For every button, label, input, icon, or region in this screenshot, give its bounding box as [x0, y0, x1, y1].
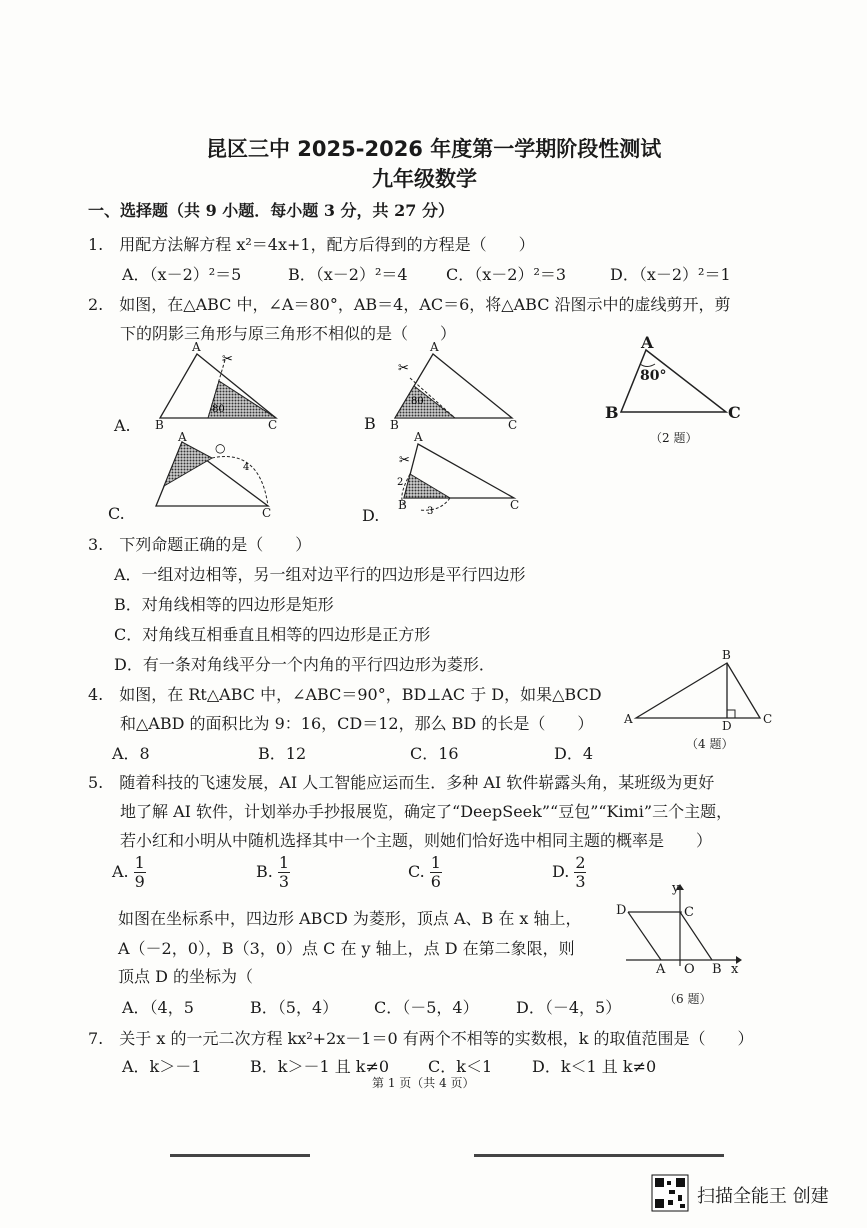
q2-ref-vertex-a: A	[641, 333, 654, 352]
page-number: 第 1 页（共 4 页）	[372, 1076, 475, 1090]
q7-option-d: D．k＜1 且 k≠0	[532, 1057, 657, 1076]
q4-option-a: A．8	[112, 744, 150, 763]
q4-caption: （4 题）	[686, 737, 734, 751]
svg-text:3: 3	[427, 506, 434, 517]
q4-vertex-d: D	[722, 719, 732, 733]
q6-vertex-d: D	[616, 903, 627, 918]
q6-origin: O	[684, 962, 695, 977]
section-heading: 一、选择题（共 9 小题．每小题 3 分，共 27 分）	[88, 201, 454, 220]
q6-option-d: D．（－4，5）	[516, 998, 622, 1017]
q4-vertex-b: B	[722, 648, 731, 662]
q2-option-d-label: D.	[362, 506, 380, 525]
svg-text:✂: ✂	[222, 352, 233, 367]
q4-vertex-a: A	[624, 712, 633, 726]
q2-option-a-label: A.	[114, 416, 131, 435]
q5-option-b: B. $\frac{1}{3}$	[256, 853, 290, 891]
q3-option-c: C．对角线互相垂直且相等的四边形是正方形	[114, 625, 431, 644]
q4-stem-line1: 4. 如图，在 Rt△ABC 中，∠ABC＝90°，BD⊥AC 于 D，如果△BCD	[88, 685, 602, 704]
q4-option-c: C．16	[410, 744, 459, 763]
svg-text:80: 80	[411, 396, 424, 407]
q3-stem: 3. 下列命题正确的是（ ）	[88, 535, 312, 554]
q7-option-c: C．k＜1	[428, 1057, 493, 1076]
q5-stem-line3: 若小红和小明从中随机选择其中一个主题，则她们恰好选中相同主题的概率是 ）	[120, 831, 713, 850]
q2a-vertex-a: A	[192, 340, 201, 354]
q6-stem-line2: A（－2，0），B（3，0）点 C 在 y 轴上，点 D 在第二象限，则	[118, 939, 575, 958]
q2-option-c-label: C.	[108, 504, 125, 523]
q2-ref-vertex-b: B	[605, 403, 619, 422]
q2-caption: （2 题）	[650, 431, 698, 445]
q5-option-a: A. $\frac{1}{9}$	[112, 853, 145, 891]
svg-text:✂: ✂	[399, 453, 410, 468]
footer-divider-left	[170, 1154, 310, 1157]
q2-stem-line2: 下的阴影三角形与原三角形不相似的是（ ）	[120, 324, 457, 343]
q1-stem: 1. 用配方法解方程 x²＝4x+1，配方后得到的方程是（ ）	[88, 235, 535, 254]
svg-text:2: 2	[397, 477, 404, 488]
footer-divider-right	[474, 1154, 724, 1157]
svg-text:○: ○	[215, 441, 226, 455]
q7-option-b: B．k＞－1 且 k≠0	[250, 1057, 390, 1076]
q5-stem-line1: 5. 随着科技的飞速发展，AI 人工智能应运而生．多种 AI 软件崭露头角，某班级为更好	[88, 773, 715, 792]
q6-caption: （6 题）	[664, 992, 712, 1006]
q6-vertex-b: B	[712, 962, 722, 977]
q6-axis-y: y	[672, 881, 680, 896]
q4-stem-line2: 和△ABD 的面积比为 9：16，CD＝12，那么 BD 的长是（ ）	[120, 714, 594, 733]
q5-option-c: C. $\frac{1}{6}$	[408, 853, 441, 891]
q1-option-a: A．（x－2）²＝5	[122, 265, 242, 284]
q2a-vertex-c: C	[268, 418, 278, 432]
q2-ref-vertex-c: C	[728, 403, 741, 422]
watermark-text: 扫描全能王 创建	[697, 1186, 829, 1207]
q1-option-b: B．（x－2）²＝4	[288, 265, 408, 284]
q4-option-d: D．4	[554, 744, 594, 763]
q4-vertex-c: C	[763, 712, 773, 726]
q3-option-b: B．对角线相等的四边形是矩形	[114, 595, 334, 614]
q6-stem-line3: 顶点 D 的坐标为（	[118, 967, 254, 986]
svg-text:✂: ✂	[398, 361, 409, 376]
q2-option-b-label: B	[364, 414, 376, 433]
q5-stem-line2: 地了解 AI 软件，计划举办手抄报展览，确定了“DeepSeek”“豆包”“Kimi”三个主题，	[120, 802, 733, 821]
q6-stem-line1: 如图在坐标系中，四边形 ABCD 为菱形，顶点 A、B 在 x 轴上，	[118, 909, 582, 928]
exam-title: 昆区三中 2025-2026 年度第一学期阶段性测试	[206, 137, 662, 161]
q1-option-d: D．（x－2）²＝1	[610, 265, 731, 284]
q2d-vertex-b: B	[398, 498, 407, 512]
q2d-vertex-c: C	[510, 498, 520, 512]
q6-vertex-c: C	[684, 905, 694, 920]
q5-option-d: D. $\frac{2}{3}$	[552, 853, 586, 891]
svg-text:4: 4	[243, 462, 250, 473]
q1-option-c: C．（x－2）²＝3	[446, 265, 567, 284]
q6-axis-x: x	[731, 962, 739, 977]
q6-option-c: C．（－5，4）	[374, 998, 479, 1017]
q2d-vertex-a: A	[414, 430, 423, 444]
q2b-vertex-c: C	[508, 418, 518, 432]
q2-stem-line1: 2. 如图，在△ABC 中，∠A＝80°，AB＝4，AC＝6，将△ABC 沿图示中的虚线剪开，剪	[88, 295, 731, 314]
q2c-vertex-a: A	[178, 430, 187, 444]
q7-stem: 7. 关于 x 的一元二次方程 kx²+2x－1＝0 有两个不相等的实数根，k 的取值范围是（ ）	[88, 1029, 754, 1048]
q2-ref-angle: 80°	[640, 368, 667, 384]
q2a-vertex-b: B	[155, 418, 164, 432]
q6-option-b: B．（5，4）	[250, 998, 339, 1017]
q2b-vertex-a: A	[430, 340, 439, 354]
q6-option-a: A．（4，5	[122, 998, 194, 1017]
exam-subtitle: 九年级数学	[372, 167, 477, 191]
qr-code-icon	[0, 0, 1, 1]
q3-option-d: D．有一条对角线平分一个内角的平行四边形为菱形．	[114, 655, 495, 674]
q6-vertex-a: A	[656, 962, 666, 977]
q2c-vertex-c: C	[262, 506, 272, 520]
q4-option-b: B．12	[258, 744, 307, 763]
q3-option-a: A．一组对边相等，另一组对边平行的四边形是平行四边形	[114, 565, 526, 584]
q2b-vertex-b: B	[390, 418, 399, 432]
q7-option-a: A．k＞－1	[122, 1057, 202, 1076]
svg-text:80: 80	[212, 404, 225, 415]
